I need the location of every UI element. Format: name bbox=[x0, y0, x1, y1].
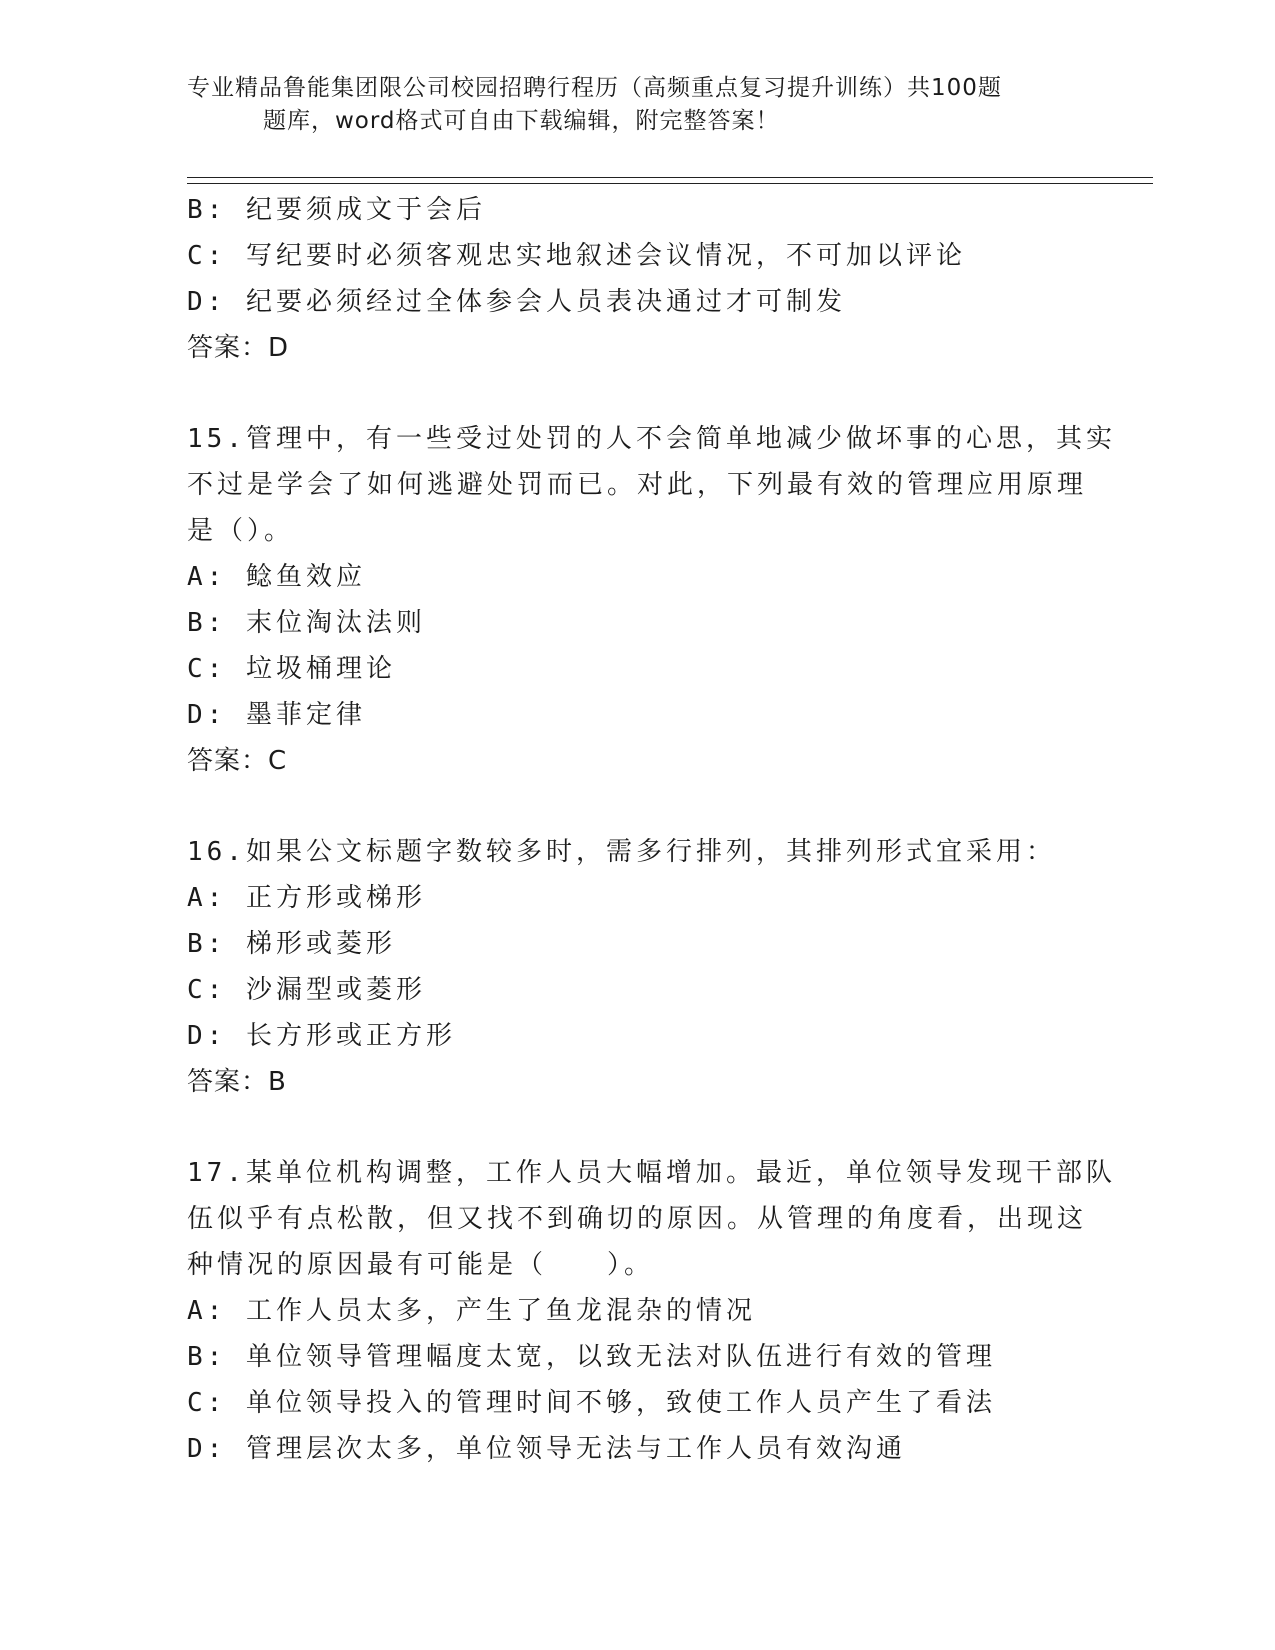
option-a: A: 正方形或梯形 bbox=[187, 883, 426, 913]
option-b: B: 梯形或菱形 bbox=[187, 929, 396, 959]
header-rule-bottom bbox=[187, 183, 1153, 184]
question-17 bbox=[187, 1150, 1116, 1472]
question-14-tail bbox=[187, 187, 1087, 371]
question-stem-line: 种情况的原因最有可能是（ ）。 bbox=[187, 1250, 655, 1280]
question-stem-line: 伍似乎有点松散，但又找不到确切的原因。从管理的角度看，出现这 bbox=[187, 1204, 1088, 1234]
option-b: B: 末位淘汰法则 bbox=[187, 608, 426, 638]
option-d: D: 管理层次太多，单位领导无法与工作人员有效沟通 bbox=[187, 1434, 906, 1464]
option-c: C: 沙漏型或菱形 bbox=[187, 975, 426, 1005]
question-stem-line: 不过是学会了如何逃避处罚而已。对此，下列最有效的管理应用原理 bbox=[187, 470, 1088, 500]
question-15 bbox=[187, 416, 1116, 784]
option-a: A: 鲶鱼效应 bbox=[187, 562, 366, 592]
header-title-line-2: 题库，word格式可自由下载编辑，附完整答案！ bbox=[263, 108, 780, 134]
header-title-line-1: 专业精品鲁能集团限公司校园招聘行程历（高频重点复习提升训练）共100题 bbox=[187, 75, 1002, 101]
question-stem-line: 15.管理中，有一些受过处罚的人不会简单地减少做坏事的心思，其实 bbox=[187, 424, 1116, 454]
question-stem-line: 16.如果公文标题字数较多时，需多行排列，其排列形式宜采用： bbox=[187, 837, 1056, 867]
option-b: B: 纪要须成文于会后 bbox=[187, 195, 486, 225]
question-stem-line: 是（）。 bbox=[187, 516, 295, 546]
option-d: D: 墨菲定律 bbox=[187, 700, 366, 730]
document-body bbox=[187, 187, 1116, 1472]
option-d: D: 纪要必须经过全体参会人员表决通过才可制发 bbox=[187, 287, 846, 317]
option-d: D: 长方形或正方形 bbox=[187, 1021, 456, 1051]
option-b: B: 单位领导管理幅度太宽，以致无法对队伍进行有效的管理 bbox=[187, 1342, 996, 1372]
header-rule-top bbox=[187, 177, 1153, 178]
option-a: A: 工作人员太多，产生了鱼龙混杂的情况 bbox=[187, 1296, 756, 1326]
answer-line: 答案：C bbox=[187, 746, 288, 776]
option-c: C: 写纪要时必须客观忠实地叙述会议情况，不可加以评论 bbox=[187, 241, 966, 271]
question-16 bbox=[187, 829, 1087, 1105]
answer-line: 答案：D bbox=[187, 333, 290, 363]
question-stem-line: 17.某单位机构调整，工作人员大幅增加。最近，单位领导发现干部队 bbox=[187, 1158, 1116, 1188]
document-header bbox=[187, 72, 1047, 138]
option-c: C: 单位领导投入的管理时间不够，致使工作人员产生了看法 bbox=[187, 1388, 996, 1418]
option-c: C: 垃圾桶理论 bbox=[187, 654, 396, 684]
answer-line: 答案：B bbox=[187, 1067, 287, 1097]
